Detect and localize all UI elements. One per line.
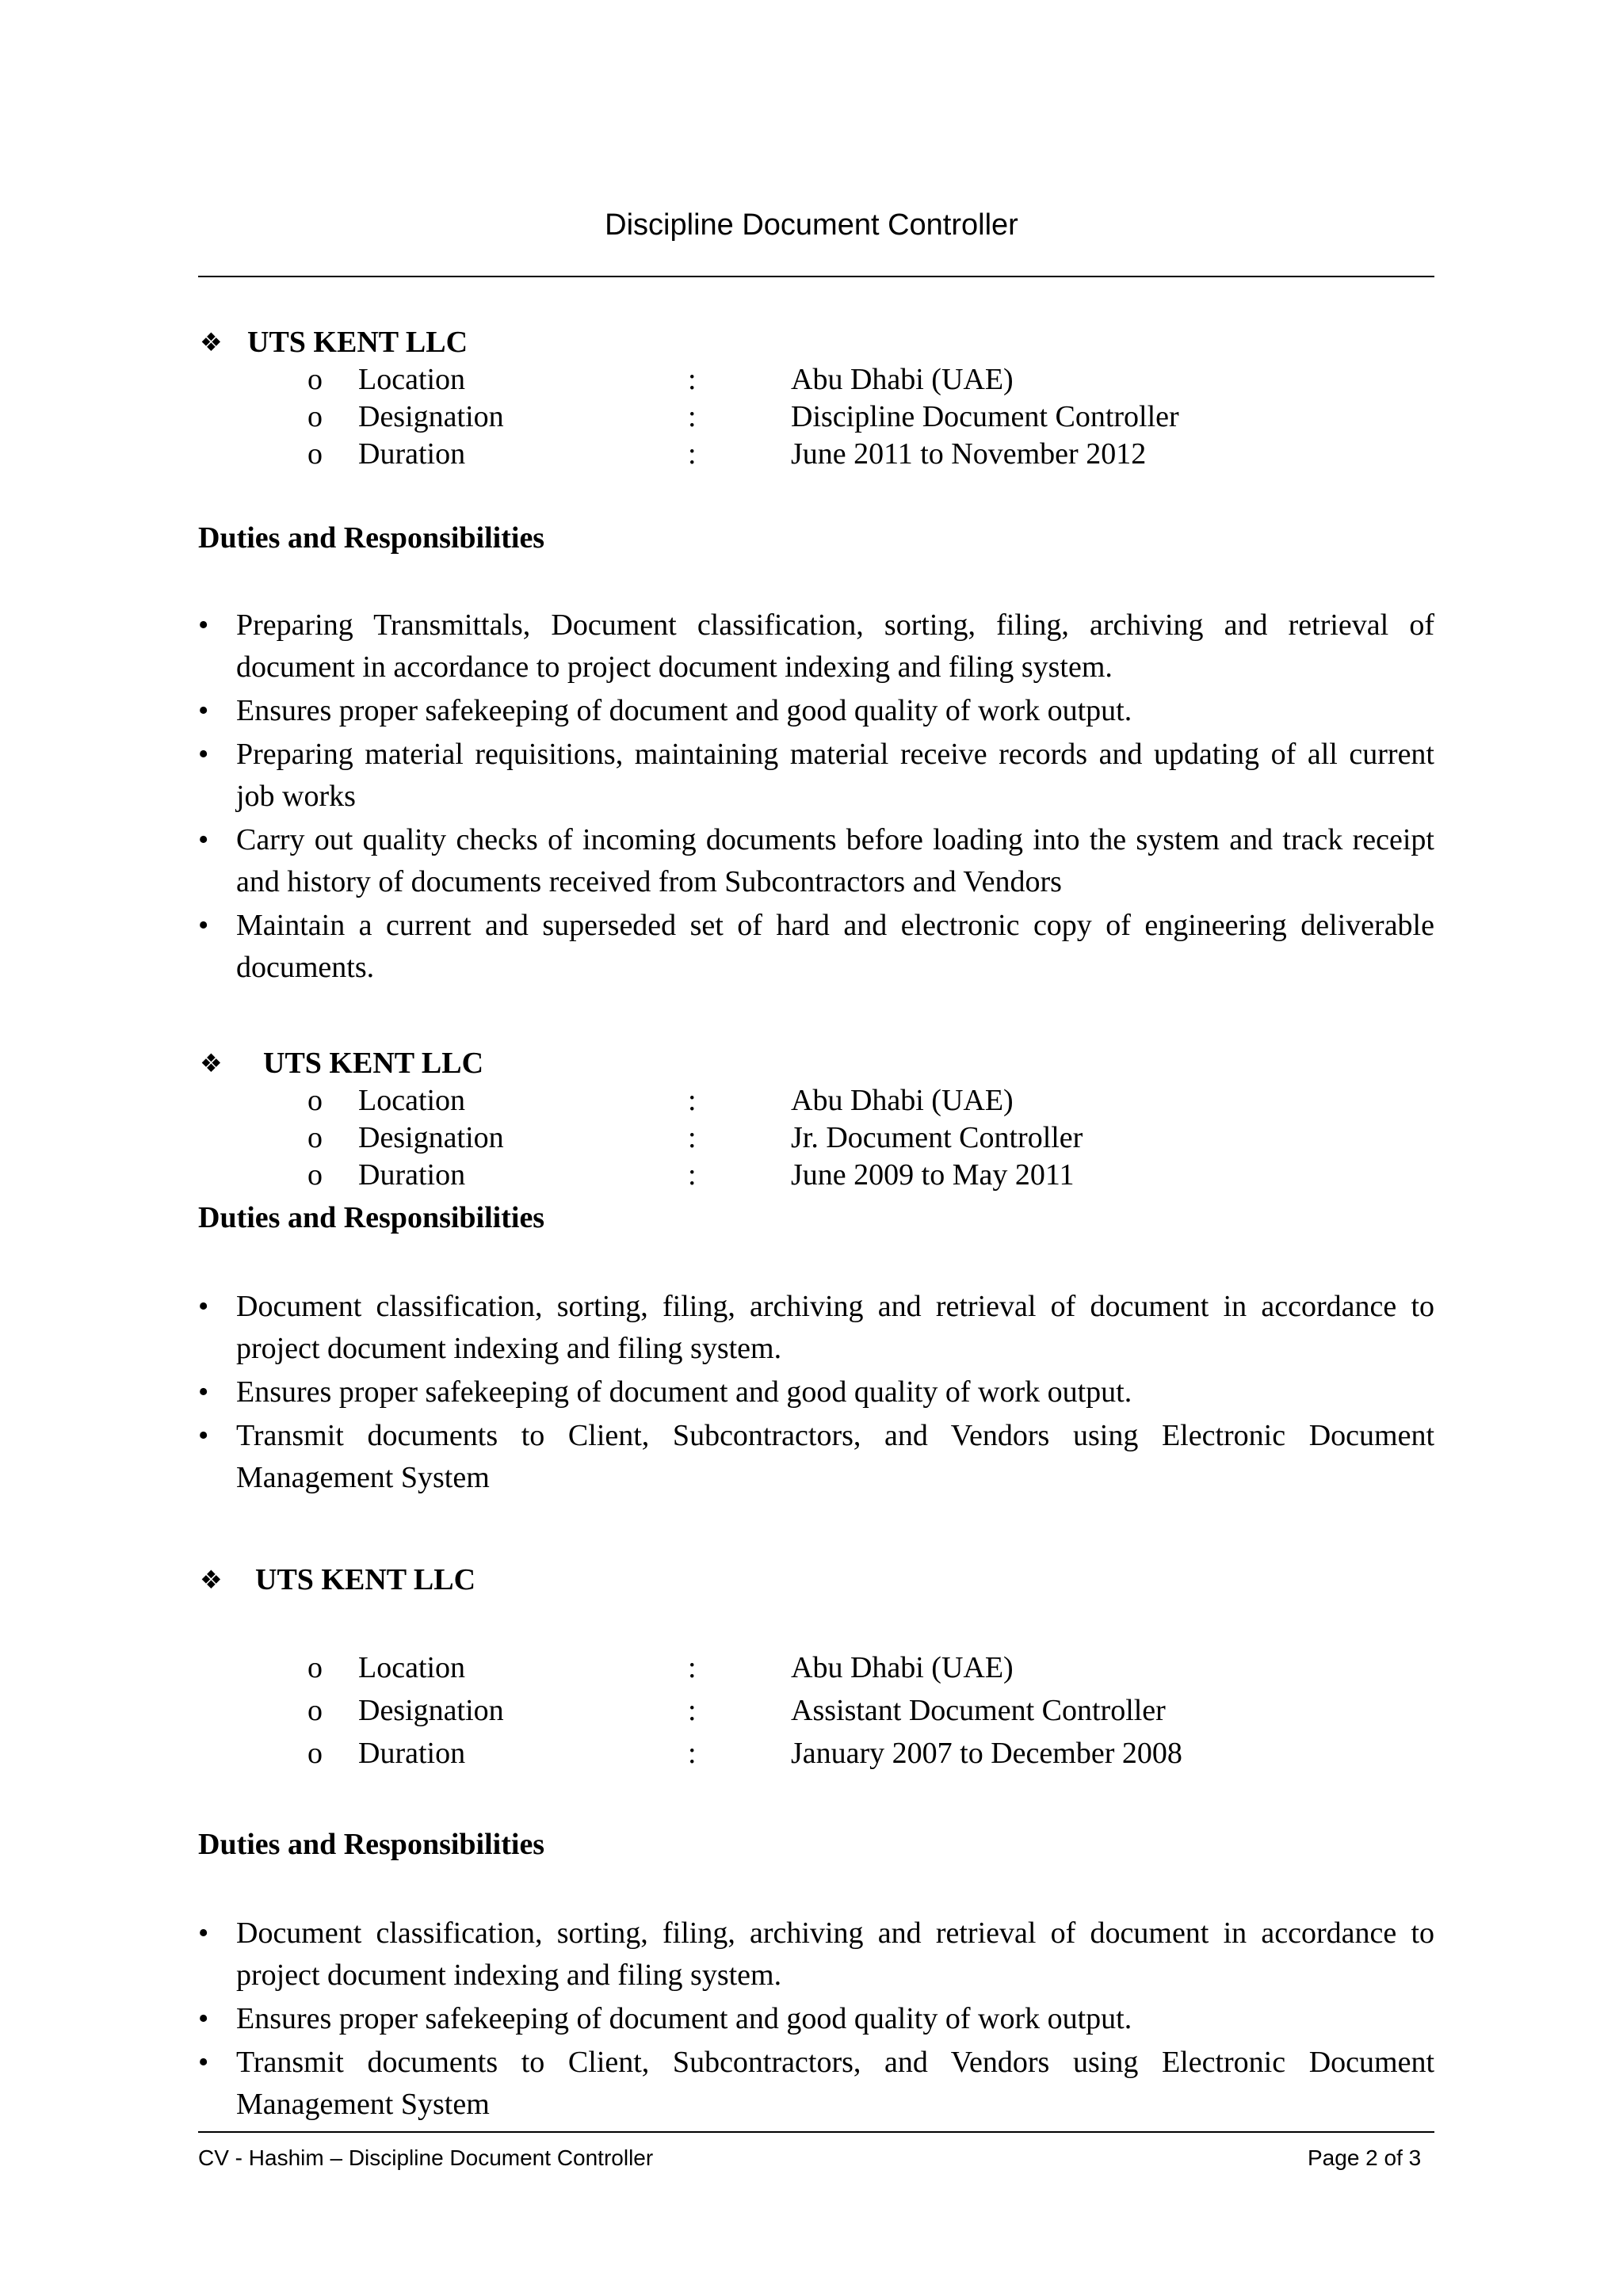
job-section-3 bbox=[198, 1561, 1434, 2127]
duty-text: Document classification, sorting, filing, archiving and retrieval of document in accordance to project document indexing and filing system. bbox=[236, 1290, 1434, 1365]
duty-text: Document classification, sorting, filing, archiving and retrieval of document in accordance to project document indexing and filing system. bbox=[236, 1917, 1434, 1992]
colon: : bbox=[688, 1121, 697, 1154]
list-item bbox=[198, 690, 1434, 732]
footer-page-number: Page 2 of 3 bbox=[1308, 2145, 1422, 2170]
location-label: Location bbox=[358, 363, 466, 396]
duties-heading: Duties and Responsibilities bbox=[198, 521, 545, 555]
duration-row bbox=[198, 436, 1434, 473]
colon: : bbox=[688, 437, 697, 471]
location-value: Abu Dhabi (UAE) bbox=[791, 1084, 1014, 1117]
bullet-dot-icon: • bbox=[198, 608, 209, 642]
list-item bbox=[198, 1415, 1434, 1499]
bullet-dot-icon: • bbox=[198, 909, 209, 942]
duty-text: Maintain a current and superseded set of hard and electronic copy of engineering deliverable documents. bbox=[236, 909, 1434, 984]
list-item bbox=[198, 2042, 1434, 2126]
bullet-dot-icon: • bbox=[198, 2046, 209, 2079]
duration-label: Duration bbox=[358, 437, 466, 471]
colon: : bbox=[688, 1694, 697, 1727]
duration-value: June 2009 to May 2011 bbox=[791, 1158, 1075, 1192]
designation-label: Designation bbox=[358, 400, 504, 433]
location-label: Location bbox=[358, 1084, 466, 1117]
bullet-dot-icon: • bbox=[198, 1290, 209, 1323]
colon: : bbox=[688, 1158, 697, 1192]
job-section-1 bbox=[198, 323, 1434, 990]
designation-label: Designation bbox=[358, 1121, 504, 1154]
list-item bbox=[198, 734, 1434, 818]
diamond-bullet-icon: ❖ bbox=[200, 328, 223, 357]
designation-value: Jr. Document Controller bbox=[791, 1121, 1083, 1154]
duration-label: Duration bbox=[358, 1158, 466, 1192]
list-item bbox=[198, 605, 1434, 688]
designation-value: Assistant Document Controller bbox=[791, 1694, 1166, 1727]
duty-text: Ensures proper safekeeping of document and good quality of work output. bbox=[236, 694, 1132, 727]
location-label: Location bbox=[358, 1651, 466, 1684]
diamond-bullet-icon: ❖ bbox=[200, 1049, 223, 1077]
location-row bbox=[198, 1082, 1434, 1119]
company-name: UTS KENT LLC bbox=[263, 1047, 484, 1080]
duration-label: Duration bbox=[358, 1737, 466, 1770]
duty-text: Ensures proper safekeeping of document and good quality of work output. bbox=[236, 1375, 1132, 1409]
duties-list bbox=[198, 1286, 1434, 1499]
circle-bullet-icon: o bbox=[307, 1158, 323, 1192]
colon: : bbox=[688, 1084, 697, 1117]
bullet-dot-icon: • bbox=[198, 1917, 209, 1950]
duty-text: Preparing Transmittals, Document classification, sorting, filing, archiving and retrieval of document in accordance to project document indexing and filing system. bbox=[236, 608, 1434, 684]
circle-bullet-icon: o bbox=[307, 400, 323, 433]
duty-text: Transmit documents to Client, Subcontractors, and Vendors using Electronic Document Management System bbox=[236, 1419, 1434, 1494]
duties-heading: Duties and Responsibilities bbox=[198, 1201, 545, 1234]
job-section-2 bbox=[198, 1044, 1434, 1501]
duration-row bbox=[198, 1732, 1434, 1775]
footer-divider bbox=[198, 2131, 1434, 2133]
bullet-dot-icon: • bbox=[198, 1419, 209, 1452]
list-item bbox=[198, 1286, 1434, 1370]
company-heading bbox=[198, 1561, 1434, 1599]
designation-label: Designation bbox=[358, 1694, 504, 1727]
circle-bullet-icon: o bbox=[307, 1737, 323, 1770]
location-value: Abu Dhabi (UAE) bbox=[791, 363, 1014, 396]
company-name: UTS KENT LLC bbox=[247, 326, 468, 359]
diamond-bullet-icon: ❖ bbox=[200, 1566, 223, 1594]
colon: : bbox=[688, 1651, 697, 1684]
duty-text: Carry out quality checks of incoming documents before loading into the system and track receipt and history of documents received from Subcontractors and Vendors bbox=[236, 823, 1434, 898]
duration-row bbox=[198, 1157, 1434, 1194]
footer-document-title: CV - Hashim – Discipline Document Controller bbox=[198, 2145, 654, 2170]
bullet-dot-icon: • bbox=[198, 823, 209, 856]
company-heading bbox=[198, 323, 1434, 361]
duty-text: Ensures proper safekeeping of document and good quality of work output. bbox=[236, 2002, 1132, 2035]
colon: : bbox=[688, 1737, 697, 1770]
location-value: Abu Dhabi (UAE) bbox=[791, 1651, 1014, 1684]
designation-row bbox=[198, 399, 1434, 436]
company-heading bbox=[198, 1044, 1434, 1082]
list-item bbox=[198, 1998, 1434, 2040]
circle-bullet-icon: o bbox=[307, 363, 323, 396]
bullet-dot-icon: • bbox=[198, 738, 209, 771]
designation-value: Discipline Document Controller bbox=[791, 400, 1179, 433]
duty-text: Preparing material requisitions, maintaining material receive records and updating of all current job works bbox=[236, 738, 1434, 813]
designation-row bbox=[198, 1689, 1434, 1732]
designation-row bbox=[198, 1119, 1434, 1157]
header-divider bbox=[198, 276, 1434, 277]
duties-list bbox=[198, 605, 1434, 989]
circle-bullet-icon: o bbox=[307, 1121, 323, 1154]
bullet-dot-icon: • bbox=[198, 1375, 209, 1409]
duration-value: January 2007 to December 2008 bbox=[791, 1737, 1182, 1770]
circle-bullet-icon: o bbox=[307, 437, 323, 471]
circle-bullet-icon: o bbox=[307, 1084, 323, 1117]
duties-list bbox=[198, 1913, 1434, 2126]
bullet-dot-icon: • bbox=[198, 2002, 209, 2035]
duration-value: June 2011 to November 2012 bbox=[791, 437, 1147, 471]
circle-bullet-icon: o bbox=[307, 1651, 323, 1684]
list-item bbox=[198, 819, 1434, 903]
circle-bullet-icon: o bbox=[307, 1694, 323, 1727]
company-name: UTS KENT LLC bbox=[255, 1563, 476, 1596]
colon: : bbox=[688, 400, 697, 433]
duties-heading: Duties and Responsibilities bbox=[198, 1828, 545, 1861]
colon: : bbox=[688, 363, 697, 396]
location-row bbox=[198, 1646, 1434, 1689]
duty-text: Transmit documents to Client, Subcontractors, and Vendors using Electronic Document Management System bbox=[236, 2046, 1434, 2121]
list-item bbox=[198, 1371, 1434, 1413]
page-header-title: Discipline Document Controller bbox=[605, 208, 1018, 242]
list-item bbox=[198, 905, 1434, 989]
bullet-dot-icon: • bbox=[198, 694, 209, 727]
list-item bbox=[198, 1913, 1434, 1997]
location-row bbox=[198, 361, 1434, 399]
